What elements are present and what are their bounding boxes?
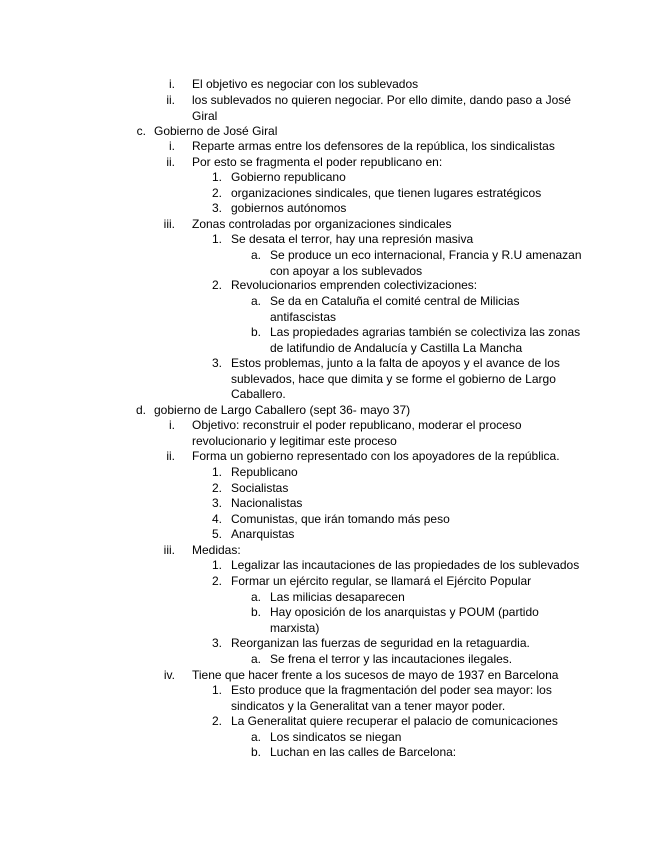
list-item-text: Objetivo: reconstruir el poder republicano, moderar el proceso bbox=[192, 418, 522, 432]
list-marker: b. bbox=[250, 325, 261, 339]
list-marker: 5. bbox=[211, 527, 222, 541]
list-marker: iii. bbox=[163, 217, 175, 231]
list-item-text: Se desata el terror, hay una represión masiva bbox=[231, 232, 474, 246]
list-marker: i. bbox=[169, 77, 175, 91]
list-marker: 3. bbox=[211, 636, 222, 650]
list-item-text: Socialistas bbox=[231, 481, 289, 495]
list-marker: b. bbox=[250, 605, 261, 619]
list-item-text: Se frena el terror y las incautaciones ilegales. bbox=[270, 652, 513, 666]
list-marker: ii. bbox=[166, 93, 175, 107]
list-item-text: Las milicias desaparecen bbox=[270, 590, 405, 604]
list-item-text: Estos problemas, junto a la falta de apoyos y el avance de los bbox=[231, 356, 560, 370]
list-item-text: Caballero. bbox=[231, 387, 286, 401]
list-item-text: gobiernos autónomos bbox=[231, 201, 347, 215]
list-item-text: revolucionario y legitimar este proceso bbox=[192, 433, 397, 448]
list-item-text: Formar un ejército regular, se llamará el Ejército Popular bbox=[231, 574, 532, 588]
list-marker: 2. bbox=[211, 186, 222, 200]
list-item-text: Anarquistas bbox=[231, 527, 295, 541]
list-item-text: Las propiedades agrarias también se colectiviza las zonas bbox=[270, 325, 581, 339]
list-item-text: El objetivo es negociar con los sublevados bbox=[192, 77, 419, 91]
list-marker: ii. bbox=[166, 155, 175, 169]
list-marker: a. bbox=[250, 294, 261, 308]
list-item-text: Por esto se fragmenta el poder republicano en: bbox=[192, 155, 443, 169]
list-marker: 1. bbox=[211, 232, 222, 246]
list-item-text: antifascistas bbox=[270, 309, 337, 324]
list-item-text: Gobierno de José Giral bbox=[154, 124, 278, 138]
list-marker: a. bbox=[250, 590, 261, 604]
list-item-text: Reorganizan las fuerzas de seguridad en la retaguardia. bbox=[231, 636, 530, 650]
list-marker: 1. bbox=[211, 683, 222, 697]
list-item-text: Los sindicatos se niegan bbox=[270, 730, 402, 744]
list-marker: 3. bbox=[211, 201, 222, 215]
list-item-text: Forma un gobierno representado con los apoyadores de la república. bbox=[192, 449, 560, 463]
list-marker: 1. bbox=[211, 170, 222, 184]
list-item-text: los sublevados no quieren negociar. Por ello dimite, dando paso a José bbox=[192, 93, 571, 107]
list-marker: c. bbox=[136, 124, 146, 138]
list-marker: b. bbox=[250, 745, 261, 759]
list-marker: d. bbox=[135, 403, 146, 417]
list-marker: a. bbox=[250, 730, 261, 744]
list-item-text: Zonas controladas por organizaciones sindicales bbox=[192, 217, 452, 231]
list-item-text: organizaciones sindicales, que tienen lugares estratégicos bbox=[231, 186, 542, 200]
list-marker: ii. bbox=[166, 449, 175, 463]
list-item-text: Nacionalistas bbox=[231, 496, 303, 510]
list-marker: 2. bbox=[211, 574, 222, 588]
list-item-text: sindicatos y la Generalitat van a tener mayor poder. bbox=[231, 698, 506, 713]
list-item-text: Giral bbox=[192, 108, 218, 123]
list-marker: 3. bbox=[211, 356, 222, 370]
list-item-text: Comunistas, que irán tomando más peso bbox=[231, 512, 450, 526]
list-item-text: La Generalitat quiere recuperar el palacio de comunicaciones bbox=[231, 714, 558, 728]
list-item-text: Se produce un eco internacional, Francia y R.U amenazan bbox=[270, 248, 582, 262]
list-marker: 2. bbox=[211, 481, 222, 495]
list-marker: iv. bbox=[163, 668, 175, 682]
list-marker: 4. bbox=[211, 512, 222, 526]
list-marker: a. bbox=[250, 248, 261, 262]
list-item-text: de latifundio de Andalucía y Castilla La Mancha bbox=[270, 340, 523, 355]
list-marker: 1. bbox=[211, 465, 222, 479]
list-item-text: Republicano bbox=[231, 465, 298, 479]
list-item-text: Reparte armas entre los defensores de la república, los sindicalistas bbox=[192, 139, 555, 153]
list-item-text: Gobierno republicano bbox=[231, 170, 346, 184]
list-item-text: Se da en Cataluña el comité central de Milicias bbox=[270, 294, 520, 308]
list-item-text: gobierno de Largo Caballero (sept 36- mayo 37) bbox=[154, 403, 411, 417]
list-item-text: con apoyar a los sublevados bbox=[270, 263, 423, 278]
list-item-text: Hay oposición de los anarquistas y POUM (partido bbox=[270, 605, 539, 619]
list-item-text: Legalizar las incautaciones de las propiedades de los sublevados bbox=[231, 558, 580, 572]
list-item-text: Tiene que hacer frente a los sucesos de mayo de 1937 en Barcelona bbox=[192, 668, 559, 682]
list-marker: i. bbox=[169, 418, 175, 432]
list-marker: 1. bbox=[211, 558, 222, 572]
list-item-text: Luchan en las calles de Barcelona: bbox=[270, 745, 457, 759]
list-item-text: marxista) bbox=[270, 620, 320, 635]
list-marker: iii. bbox=[163, 543, 175, 557]
list-item-text: sublevados, hace que dimita y se forme el gobierno de Largo bbox=[231, 371, 556, 386]
list-marker: 3. bbox=[211, 496, 222, 510]
list-marker: a. bbox=[250, 652, 261, 666]
list-marker: i. bbox=[169, 139, 175, 153]
list-item-text: Revolucionarios emprenden colectivizaciones: bbox=[231, 278, 478, 292]
list-marker: 2. bbox=[211, 278, 222, 292]
list-item-text: Medidas: bbox=[192, 543, 241, 557]
list-marker: 2. bbox=[211, 714, 222, 728]
list-item-text: Esto produce que la fragmentación del poder sea mayor: los bbox=[231, 683, 552, 697]
